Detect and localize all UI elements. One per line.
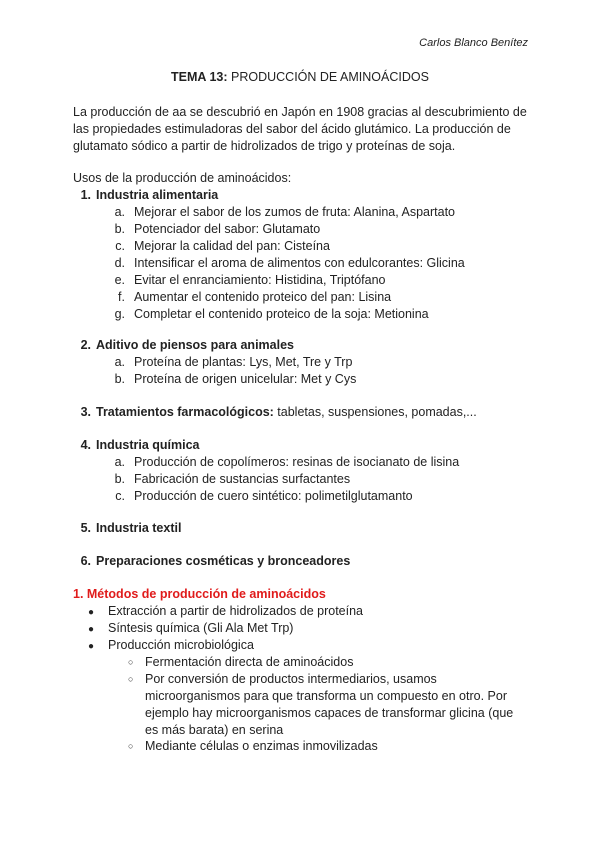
item-text: Potenciador del sabor: Glutamato	[134, 222, 321, 236]
list-item	[88, 604, 363, 618]
list-item	[128, 738, 528, 755]
item-letter: b.	[114, 372, 125, 386]
list-item	[113, 273, 386, 287]
item-letter: c.	[115, 239, 125, 253]
item-letter: a.	[114, 355, 125, 369]
section-heading: Preparaciones cosméticas y bronceadores	[96, 554, 351, 568]
item-letter: a.	[114, 455, 125, 469]
sub-bullet-text: Mediante células o enzimas inmovilizadas	[145, 739, 378, 753]
list-item	[113, 290, 391, 304]
item-letter: b.	[114, 472, 125, 486]
circle-bullet-icon: ○	[128, 657, 134, 667]
item-letter: e.	[114, 273, 125, 287]
bullet-icon: ●	[88, 624, 95, 635]
section-number: 2.	[80, 338, 91, 352]
list-item	[128, 654, 528, 671]
list-item	[113, 489, 413, 503]
section-number: 5.	[80, 521, 91, 535]
section-heading: Aditivo de piensos para animales	[96, 338, 294, 352]
item-text: Completar el contenido proteico de la soja: Metionina	[134, 307, 429, 321]
item-text: Aumentar el contenido proteico del pan: Lisina	[134, 290, 392, 304]
circle-bullet-icon: ○	[128, 741, 134, 751]
section-heading: Industria textil	[96, 521, 182, 535]
section-number: 4.	[80, 438, 91, 452]
list-item	[113, 222, 320, 236]
section-tail: tabletas, suspensiones, pomadas,...	[273, 405, 477, 419]
item-letter: c.	[115, 489, 125, 503]
list-item	[113, 307, 429, 321]
bullet-text: Producción microbiológica	[108, 638, 254, 652]
item-text: Proteína de origen unicelular: Met y Cys	[134, 372, 357, 386]
section-number: 6.	[80, 554, 91, 568]
uses-label: Usos de la producción de aminoácidos:	[73, 171, 292, 185]
item-letter: g.	[114, 307, 125, 321]
bullet-text: Extracción a partir de hidrolizados de proteína	[108, 604, 364, 618]
list-item	[113, 355, 352, 369]
section-heading: Industria alimentaria	[96, 188, 219, 202]
list-item	[113, 205, 455, 219]
item-letter: a.	[114, 205, 125, 219]
item-letter: d.	[114, 256, 125, 270]
item-text: Mejorar la calidad del pan: Cisteína	[134, 239, 330, 253]
author-name: Carlos Blanco Benítez	[419, 37, 528, 49]
list-item	[113, 372, 356, 386]
item-text: Producción de copolímeros: resinas de isocianato de lisina	[134, 455, 460, 469]
section-heading: Industria química	[96, 438, 200, 452]
list-item	[88, 638, 254, 652]
bullet-icon: ●	[88, 641, 95, 652]
item-text: Fabricación de sustancias surfactantes	[134, 472, 351, 486]
section-number: 3.	[80, 405, 91, 419]
item-letter: f.	[118, 290, 125, 304]
list-item	[113, 472, 350, 486]
bullet-icon: ●	[88, 607, 95, 618]
bullet-text: Síntesis química (Gli Ala Met Trp)	[108, 621, 294, 635]
item-text: Evitar el enranciamiento: Histidina, Triptófano	[134, 273, 386, 287]
title-label: TEMA 13:	[171, 70, 228, 84]
section-number: 1.	[80, 188, 91, 202]
item-text: Intensificar el aroma de alimentos con edulcorantes: Glicina	[134, 256, 465, 270]
item-text: Producción de cuero sintético: polimetilglutamanto	[134, 489, 413, 503]
list-item	[113, 455, 459, 469]
list-item	[128, 671, 528, 739]
list-item	[88, 621, 293, 635]
item-text: Proteína de plantas: Lys, Met, Tre y Trp	[134, 355, 353, 369]
page-title	[0, 70, 600, 84]
intro-paragraph: La producción de aa se descubrió en Japón en 1908 gracias al descubrimiento de las propiedades estimuladoras del sabor del ácido glutámico. La producción de glutamato sódico a partir de hidrolizados de trigo y proteínas de soja.	[73, 105, 527, 153]
sub-bullet-text: Fermentación directa de aminoácidos	[145, 655, 354, 669]
methods-heading: 1. Métodos de producción de aminoácidos	[73, 587, 326, 601]
item-letter: b.	[114, 222, 125, 236]
list-item	[113, 256, 465, 270]
title-text: PRODUCCIÓN DE AMINOÁCIDOS	[227, 70, 429, 84]
item-text: Mejorar el sabor de los zumos de fruta: Alanina, Aspartato	[134, 205, 456, 219]
sub-bullet-text: Por conversión de productos intermediarios, usamos microorganismos para que transforma un compuesto en otro. Por ejemplo hay microorganismos capaces de transformar glicina (que es más barata) en serina	[145, 672, 514, 737]
section-heading: Tratamientos farmacológicos:	[96, 405, 274, 419]
list-item	[113, 239, 330, 253]
circle-bullet-icon: ○	[128, 674, 134, 684]
